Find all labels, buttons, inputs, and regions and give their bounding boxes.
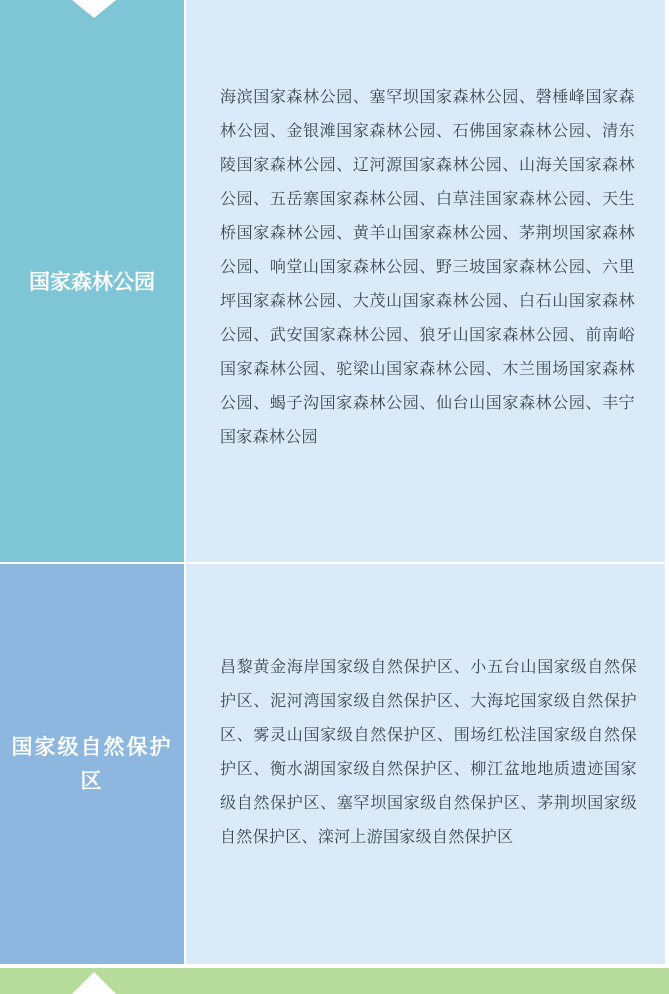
bottom-notch-decoration [72,972,116,994]
section-content [186,0,665,562]
section-label-text: 国家森林公园 [29,269,155,294]
footer-bar [0,966,669,994]
section-label [0,0,184,562]
section-nature-reserves [0,564,669,964]
divider [0,966,669,968]
section-label-text: 国家级自然保护区 [11,734,173,793]
section-content-text: 昌黎黄金海岸国家级自然保护区、小五台山国家级自然保护区、泥河湾国家级自然保护区、大海坨国家级自然保护区、雾灵山国家级自然保护区、围场红松洼国家级自然保护区、衡水湖国家级自然保护区、柳江盆地地质遗迹国家级自然保护区、塞罕坝国家级自然保护区、茅荆坝国家级自然保护区、滦河上游国家级自然保护区 [220,657,637,846]
section-content [186,564,665,964]
section-content-text: 海滨国家森林公园、塞罕坝国家森林公园、磬棰峰国家森林公园、金银滩国家森林公园、石佛国家森林公园、清东陵国家森林公园、辽河源国家森林公园、山海关国家森林公园、五岳寨国家森林公园、白草洼国家森林公园、天生桥国家森林公园、黄羊山国家森林公园、茅荆坝国家森林公园、响堂山国家森林公园、野三坡国家森林公园、六里坪国家森林公园、大茂山国家森林公园、白石山国家森林公园、武安国家森林公园、狼牙山国家森林公园、前南峪国家森林公园、驼梁山国家森林公园、木兰围场国家森林公园、蝎子沟国家森林公园、仙台山国家森林公园、丰宁国家森林公园 [220,87,635,446]
section-label [0,564,184,964]
top-notch-decoration [72,0,116,18]
